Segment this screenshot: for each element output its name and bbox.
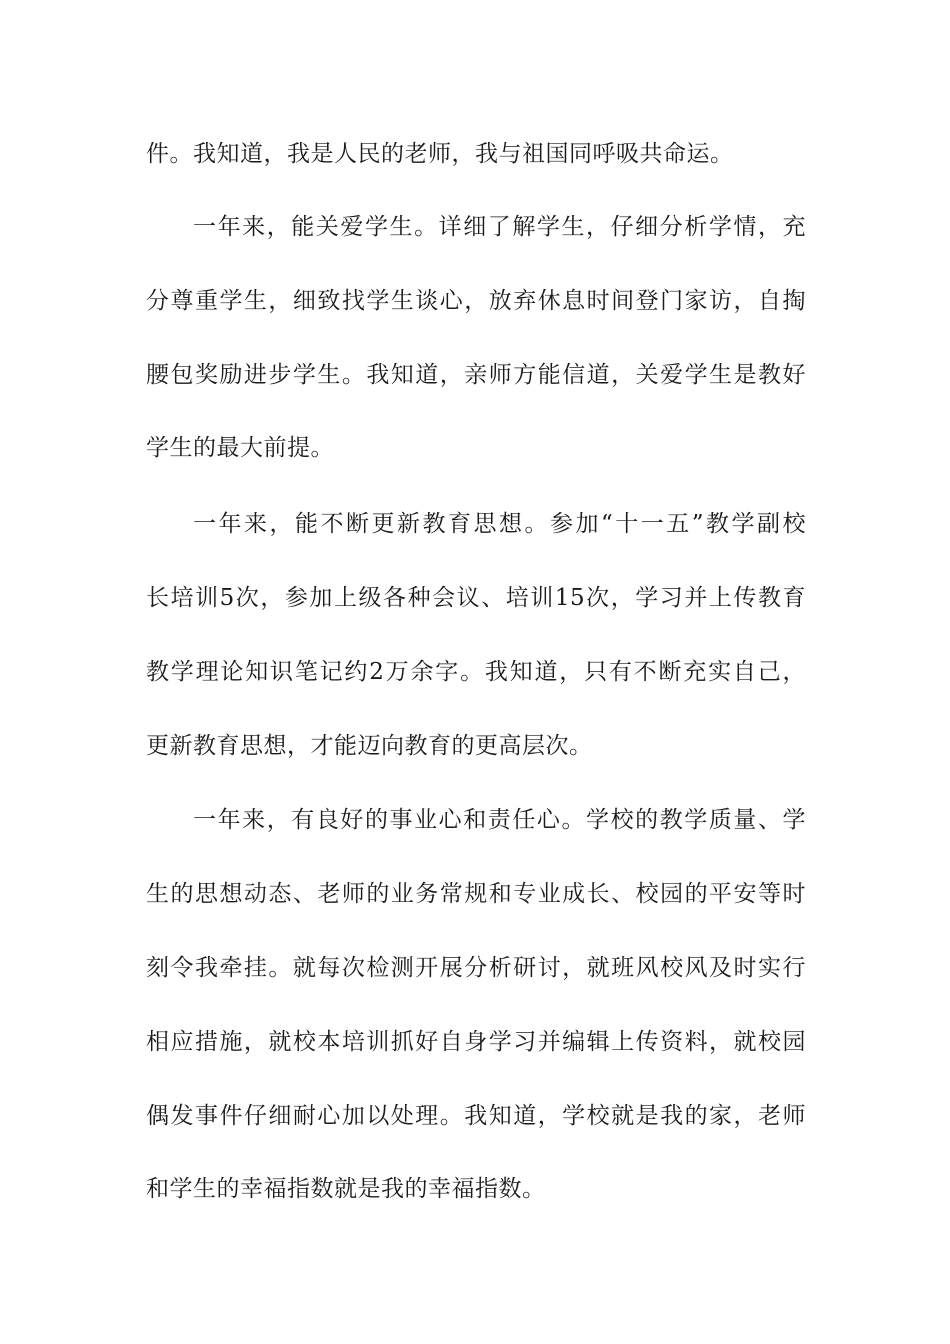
text-line: 生的思想动态、老师的业务常规和专业成长、校园的平安等时	[146, 881, 806, 907]
text-line: 腰包奖励进步学生。我知道，亲师方能信道，关爱学生是教好	[146, 362, 806, 388]
text-line: 和学生的幸福指数就是我的幸福指数。	[146, 1176, 546, 1202]
text-line: 长培训5次，参加上级各种会议、培训15次，学习并上传教育	[146, 585, 806, 611]
paragraph-first-line: 一年来，能不断更新教育思想。参加“十一五”教学副校	[193, 511, 806, 537]
text-line: 更新教育思想，才能迈向教育的更高层次。	[146, 733, 593, 759]
text-line: 学生的最大前提。	[146, 435, 334, 461]
text-line: 偶发事件仔细耐心加以处理。我知道，学校就是我的家，老师	[146, 1103, 806, 1129]
paragraph-first-line: 一年来，能关爱学生。详细了解学生，仔细分析学情，充	[193, 214, 806, 240]
text-line: 刻令我牵挂。就每次检测开展分析研讨，就班风校风及时实行	[146, 955, 806, 981]
text-line: 件。我知道，我是人民的老师，我与祖国同呼吸共命运。	[146, 141, 734, 167]
text-line: 相应措施，就校本培训抓好自身学习并编辑上传资料，就校园	[146, 1029, 806, 1055]
paragraph-first-line: 一年来，有良好的事业心和责任心。学校的教学质量、学	[193, 807, 806, 833]
text-line: 分尊重学生，细致找学生谈心，放弃休息时间登门家访，自掏	[146, 288, 806, 314]
text-line: 教学理论知识笔记约2万余字。我知道，只有不断充实自己，	[146, 659, 806, 685]
